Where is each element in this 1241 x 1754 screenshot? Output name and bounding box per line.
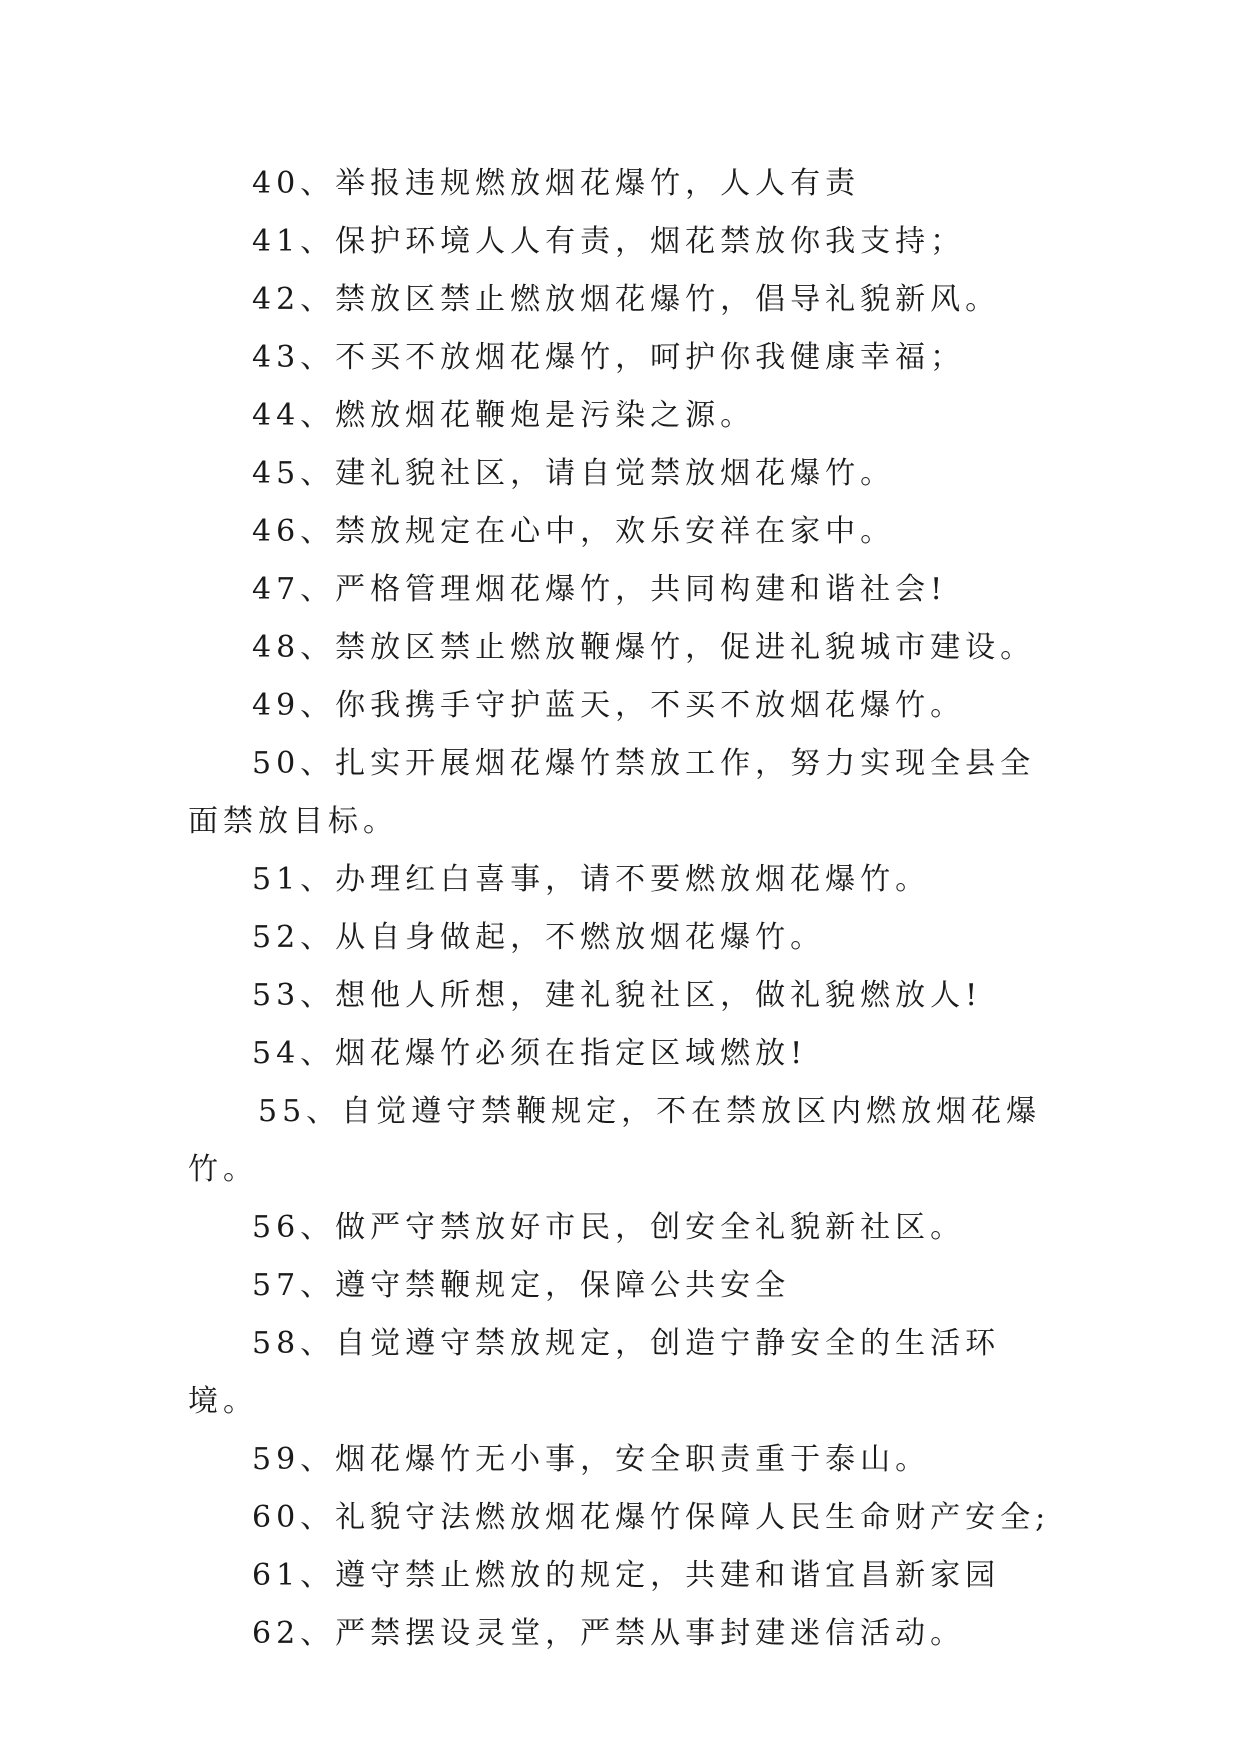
list-item: 49、你我携手守护蓝天，不买不放烟花爆竹。 bbox=[252, 688, 966, 723]
list-item: 54、烟花爆竹必须在指定区域燃放! bbox=[252, 1036, 808, 1071]
slogan-list bbox=[188, 155, 1068, 1663]
list-item: 41、保护环境人人有责，烟花禁放你我支持； bbox=[252, 224, 966, 259]
list-item: 60、礼貌守法燃放烟花爆竹保障人民生命财产安全; bbox=[252, 1500, 1051, 1535]
list-item: 62、严禁摆设灵堂，严禁从事封建迷信活动。 bbox=[252, 1616, 966, 1651]
list-item: 45、建礼貌社区，请自觉禁放烟花爆竹。 bbox=[252, 456, 896, 491]
list-item: 55、自觉遵守禁鞭规定，不在禁放区内燃放烟花爆竹。 bbox=[188, 1094, 1042, 1187]
list-item: 58、自觉遵守禁放规定，创造宁静安全的生活环境。 bbox=[188, 1326, 1001, 1419]
list-item: 61、遵守禁止燃放的规定，共建和谐宜昌新家园 bbox=[252, 1558, 1001, 1593]
list-item: 57、遵守禁鞭规定，保障公共安全 bbox=[252, 1268, 791, 1303]
list-item: 56、做严守禁放好市民，创安全礼貌新社区。 bbox=[252, 1210, 966, 1245]
list-item: 51、办理红白喜事，请不要燃放烟花爆竹。 bbox=[252, 862, 931, 897]
list-item: 43、不买不放烟花爆竹，呵护你我健康幸福； bbox=[252, 340, 966, 375]
list-item: 46、禁放规定在心中，欢乐安祥在家中。 bbox=[252, 514, 896, 549]
list-item: 50、扎实开展烟花爆竹禁放工作，努力实现全县全面禁放目标。 bbox=[188, 746, 1036, 839]
list-item: 48、禁放区禁止燃放鞭爆竹，促进礼貌城市建设。 bbox=[252, 630, 1036, 665]
list-item: 44、燃放烟花鞭炮是污染之源。 bbox=[252, 398, 756, 433]
list-item: 52、从自身做起，不燃放烟花爆竹。 bbox=[252, 920, 826, 955]
list-item: 42、禁放区禁止燃放烟花爆竹，倡导礼貌新风。 bbox=[252, 282, 1001, 317]
list-item: 53、想他人所想，建礼貌社区，做礼貌燃放人! bbox=[252, 978, 983, 1013]
list-item: 47、严格管理烟花爆竹，共同构建和谐社会! bbox=[252, 572, 948, 607]
list-item: 59、烟花爆竹无小事，安全职责重于泰山。 bbox=[252, 1442, 931, 1477]
list-item: 40、举报违规燃放烟花爆竹，人人有责 bbox=[252, 166, 861, 201]
